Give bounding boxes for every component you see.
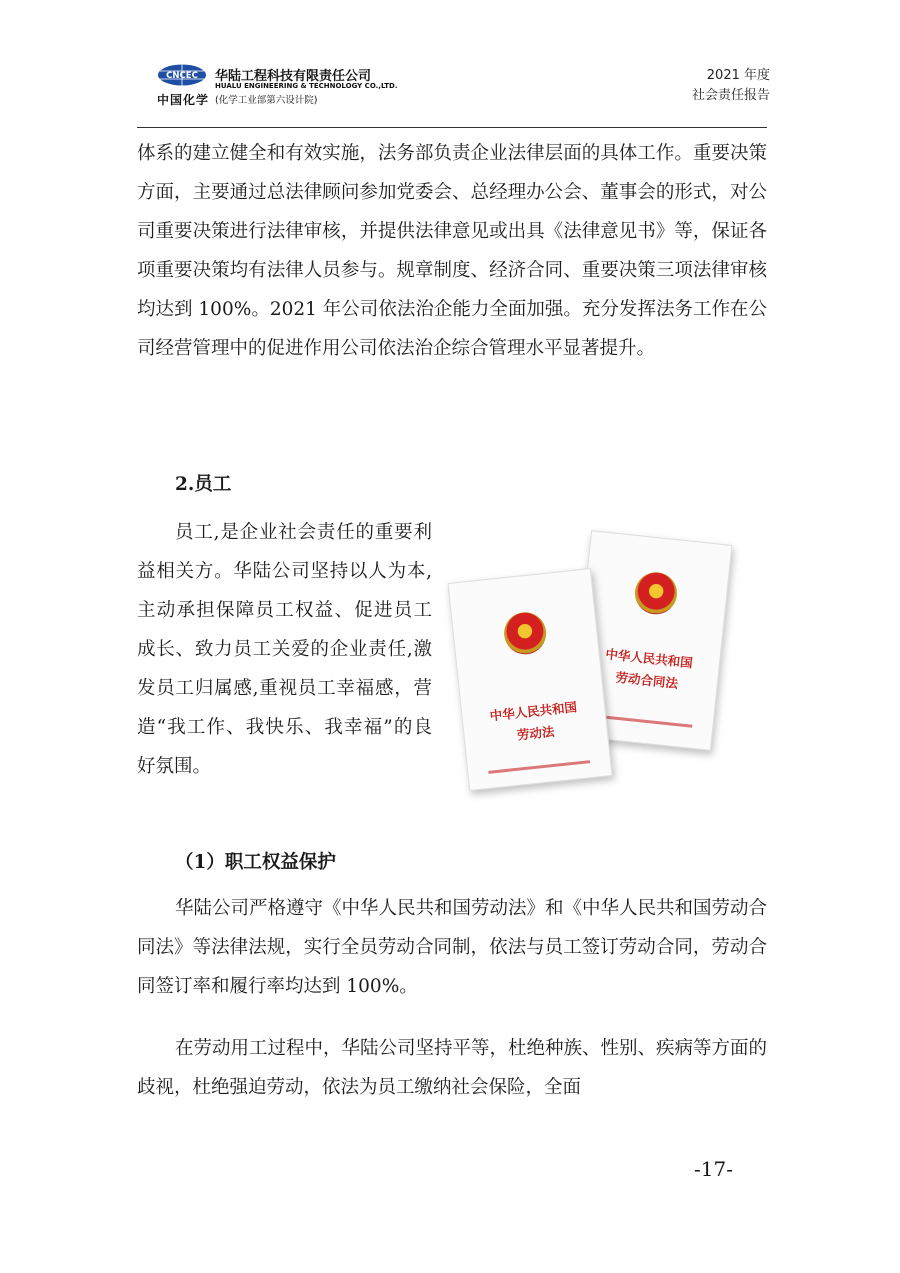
- book-back-title: 中华人民共和国 劳动合同法: [604, 646, 694, 692]
- paragraph-legal-work: 体系的建立健全和有效实施，法务部负责企业法律层面的具体工作。重要决策方面，主要通过总法律顾问参加党委会、总经理办公会、董事会的形式，对公司重要决策进行法律审核，并提供法律意见或出具《法律意见书》等，保证各项重要决策均有法律人员参与。规章制度、经济合同、重要决策三项法律审核均达到 100%。2021 年公司依法治企能力全面加强。充分发挥法务工作在公司经营管理中的促进作用公司依法治企综合管理水平显著提升。: [137, 143, 767, 359]
- page-number: -17-: [694, 1157, 733, 1181]
- labor-law-book: [447, 568, 612, 791]
- page-header: [0, 0, 900, 130]
- report-year: 2021 年度: [706, 68, 770, 83]
- report-title-block: [692, 66, 770, 106]
- national-emblem-icon: [502, 610, 548, 656]
- company-logo: [157, 62, 397, 112]
- national-emblem-icon: [633, 570, 679, 616]
- cn-chem-label: 中国化学: [157, 93, 210, 107]
- report-title: 社会责任报告: [691, 88, 770, 103]
- company-name: 华陆工程科技有限责任公司: [215, 69, 372, 84]
- publisher-line: [593, 714, 693, 727]
- globe-text: CNCEC: [166, 71, 198, 81]
- cncec-globe-icon: [157, 64, 207, 86]
- header-divider: [137, 127, 767, 128]
- labor-law-books-image: [452, 535, 742, 805]
- paragraph-equality: 在劳动用工过程中，华陆公司坚持平等，杜绝种族、性别、疾病等方面的歧视，杜绝强迫劳动，依法为员工缴纳社会保险，全面: [137, 1038, 768, 1098]
- section-heading-employees: 2.员工: [175, 474, 232, 495]
- section-heading-rights: （1）职工权益保护: [175, 852, 336, 873]
- book-front-title: 中华人民共和国 劳动法: [489, 699, 578, 743]
- paragraph-employees-intro: 员工,是企业社会责任的重要利益相关方。华陆公司坚持以人为本,主动承担保障员工权益、促进员工成长、致力员工关爱的企业责任,激发员工归属感,重视员工幸福感，营造“我工作、我快乐、我幸福”的良好氛围。: [137, 522, 432, 777]
- company-name-en: HUALU ENGINEERING & TECHNOLOGY CO.,LTD.: [215, 82, 398, 90]
- company-subtitle: (化学工业部第六设计院): [215, 95, 318, 106]
- publisher-line: [488, 760, 590, 774]
- paragraph-labor-law: 华陆公司严格遵守《中华人民共和国劳动法》和《中华人民共和国劳动合同法》等法律法规，实行全员劳动合同制，依法与员工签订劳动合同，劳动合同签订率和履行率均达到 100%。: [137, 898, 768, 997]
